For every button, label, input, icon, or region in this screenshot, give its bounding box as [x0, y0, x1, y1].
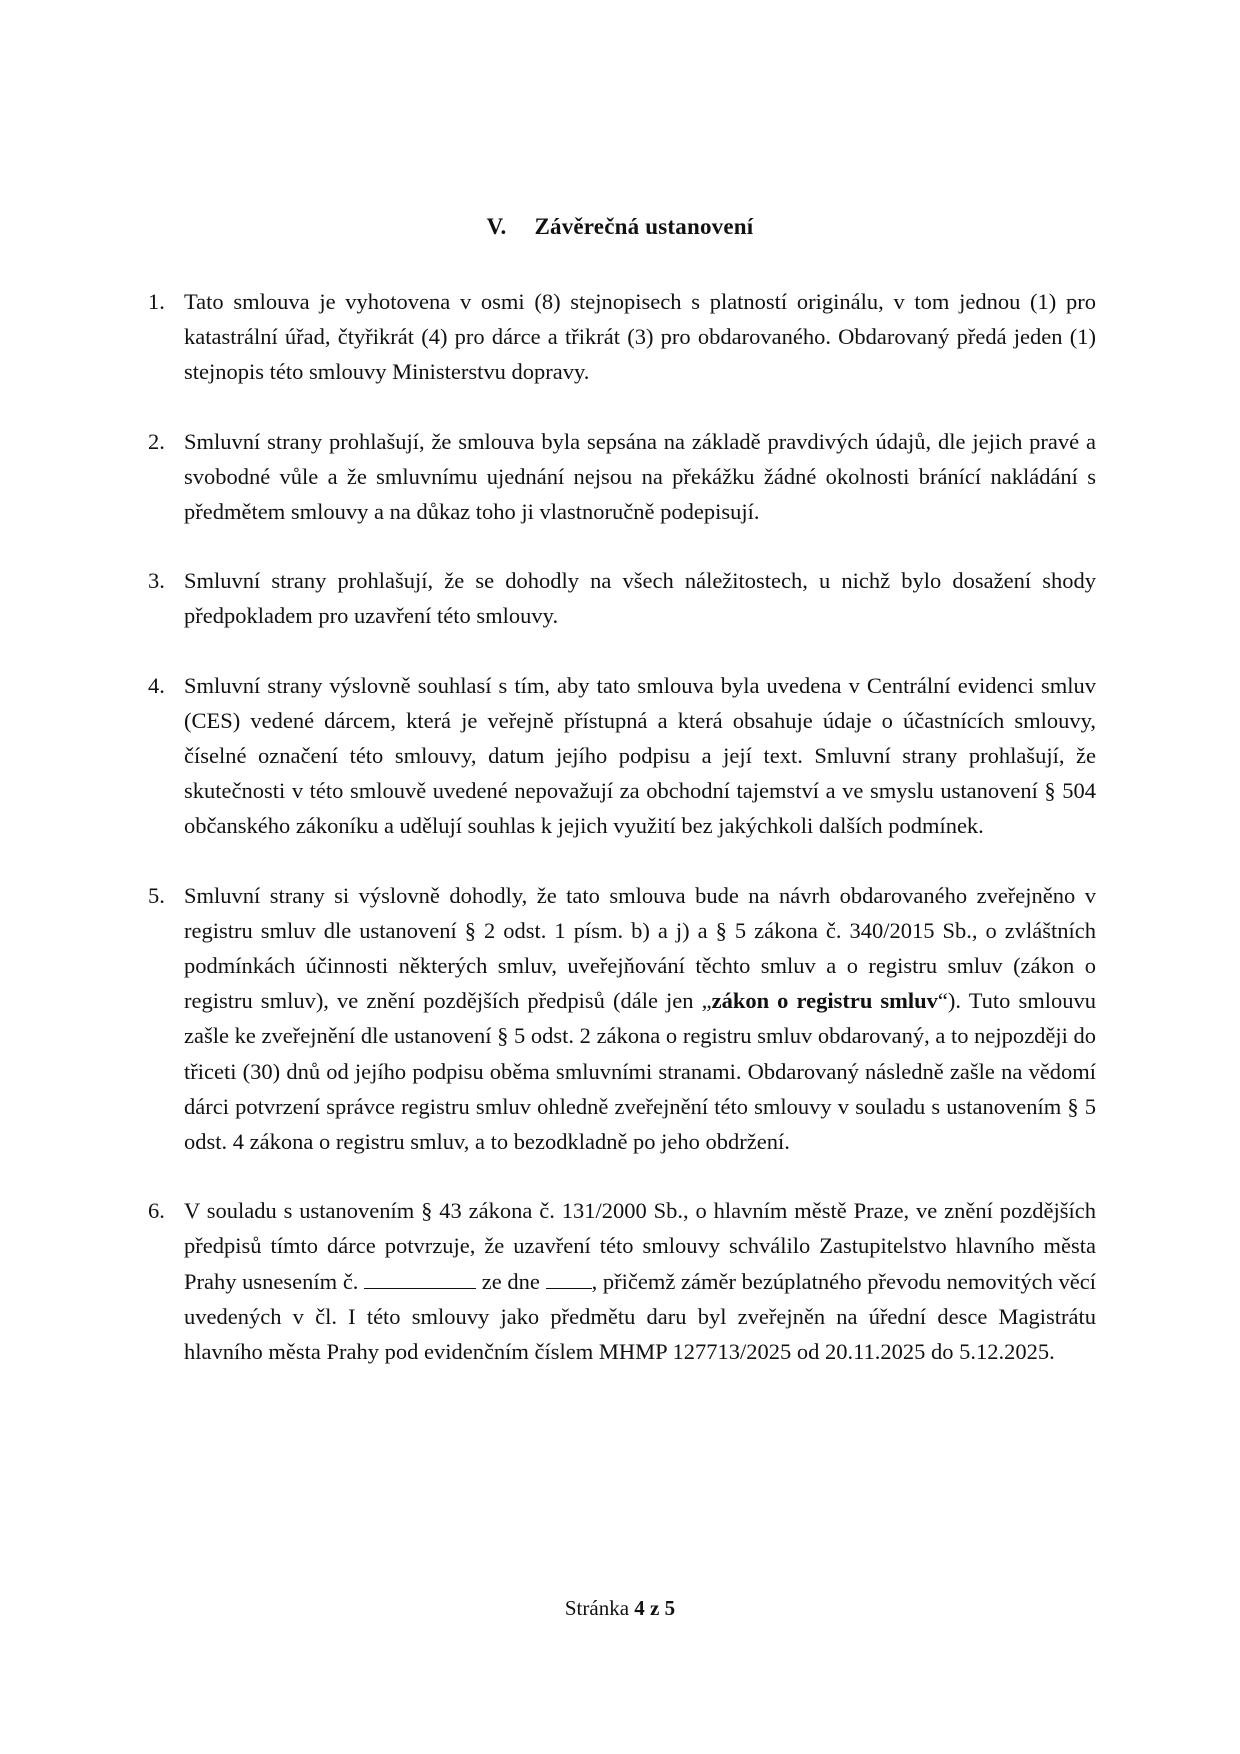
- item-text: Smluvní strany výslovně souhlasí s tím, aby tato smlouva byla uvedena v Centrální evidenci smluv (CES) vedené dárcem, která je veřejně přístupná a která obsahuje údaje o účastnících smlouvy, číselné označení této smlouvy, datum jejího podpisu a její text. Smluvní strany prohlašují, že skutečnosti v této smlouvě uvedené nepovažují za obchodní tajemství a ve smyslu ustanovení § 504 občanského zákoníku a udělují souhlas k jejich využití bez jakýchkoli dalších podmínek.: [184, 672, 1096, 839]
- provision-item-4: [148, 668, 1096, 844]
- section-number: V.: [486, 214, 507, 239]
- item-number: 3.: [148, 568, 165, 594]
- total-pages: 5: [664, 1596, 676, 1620]
- resolution-number-blank: [364, 1266, 476, 1289]
- defined-term: zákon o registru smluv: [711, 988, 938, 1014]
- provision-item-5: [148, 878, 1096, 1160]
- provision-item-3: [148, 563, 1096, 633]
- provisions-list: [148, 284, 1096, 1403]
- item-number: 4.: [148, 672, 165, 698]
- item-text: Smluvní strany prohlašují, že smlouva byla sepsána na základě pravdivých údajů, dle jejich pravé a svobodné vůle a že smluvnímu ujednání nejsou na překážku žádné okolnosti bránící nakládání s předmětem smlouvy a na důkaz toho ji vlastnoručně podepisují.: [184, 428, 1096, 525]
- section-title: Závěrečná ustanovení: [534, 214, 754, 239]
- item-text: Smluvní strany prohlašují, že se dohodly na všech náležitostech, u nichž bylo dosažení shody předpokladem pro uzavření této smlouvy.: [184, 568, 1096, 629]
- item-text-part: Smluvní strany si výslovně dohodly, že tato smlouva bude na návrh obdarovaného zveřejněno v registru smluv dle ustanovení § 2 odst. 1 písm. b) a j) a § 5 zákona č. 340/2015 Sb., o zvláštních podmínkách účinnosti některých smluv, uveřejňování těchto smluv a o registru smluv (zákon o registru smluv), ve znění pozdějších předpisů (dále jen „: [184, 882, 1096, 1014]
- section-heading: [0, 214, 1240, 240]
- item-text-part: V souladu s ustanovením § 43 zákona č. 131/2000 Sb., o hlavním městě Praze, ve znění pozdějších předpisů tímto dárce potvrzuje, že uzavření této smlouvy schválilo Zastupitelstvo hlavního města Prahy usnesením č.: [184, 1198, 1096, 1294]
- provision-item-2: [148, 424, 1096, 530]
- provision-item-6: [148, 1193, 1096, 1369]
- item-text-part: ze dne: [476, 1268, 546, 1294]
- item-text-part: , přičemž záměr bezúplatného převodu nemovitých věcí uvedených v čl. I této smlouvy jako předmětu daru byl zveřejněn na úřední desce Magistrátu hlavního města Prahy pod evidenčním číslem MHMP 127713/2025 od 20.11.2025 do 5.12.2025.: [184, 1268, 1096, 1365]
- current-page: 4: [634, 1596, 645, 1620]
- page-separator: z: [644, 1596, 665, 1620]
- resolution-date-blank: [546, 1266, 592, 1289]
- item-number: 6.: [148, 1198, 165, 1224]
- item-number: 1.: [148, 289, 165, 314]
- page-number-footer: [0, 1596, 1240, 1621]
- item-text: Tato smlouva je vyhotovena v osmi (8) stejnopisech s platností originálu, v tom jednou (1) pro katastrální úřad, čtyřikrát (4) pro dárce a třikrát (3) pro obdarovaného. Obdarovaný předá jeden (1) stejnopis této smlouvy Ministerstvu dopravy.: [184, 289, 1096, 385]
- provision-item-1: [148, 284, 1096, 390]
- page-label: Stránka: [564, 1596, 635, 1620]
- item-number: 2.: [148, 428, 165, 454]
- item-number: 5.: [148, 882, 165, 908]
- item-text-part: “). Tuto smlouvu zašle ke zveřejnění dle ustanovení § 5 odst. 2 zákona o registru smluv obdarovaný, a to nejpozději do třiceti (30) dnů od jejího podpisu oběma smluvními stranami. Obdarovaný následně zašle na vědomí dárci potvrzení správce registru smluv ohledně zveřejnění této smlouvy v souladu s ustanovením § 5 odst. 4 zákona o registru smluv, a to bezodkladně po jeho obdržení.: [184, 988, 1096, 1155]
